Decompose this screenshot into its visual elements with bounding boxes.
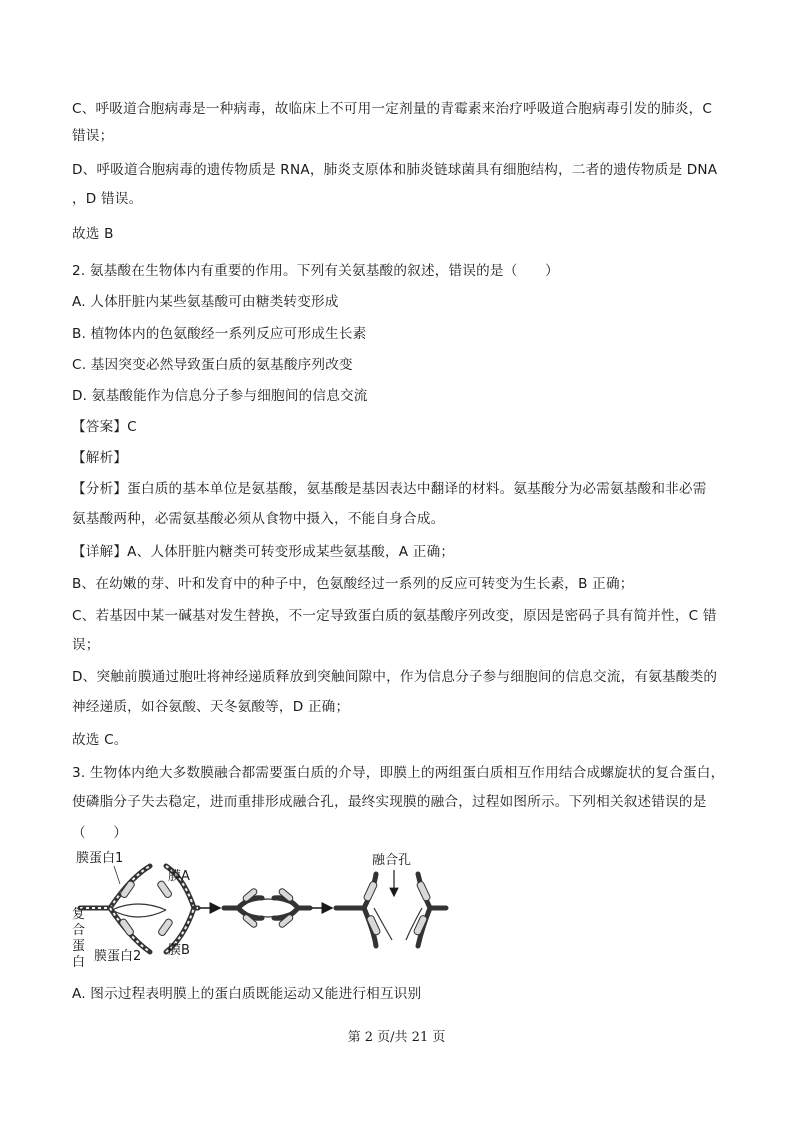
stage-2 <box>224 888 310 929</box>
text-line: 氨基酸两种，必需氨基酸必须从食物中摄入，不能自身合成。 <box>72 511 445 527</box>
stage-3 <box>336 870 446 946</box>
answer-label: 【答案】C <box>72 419 137 435</box>
text-line: 【分析】蛋白质的基本单位是氨基酸，氨基酸是基因表达中翻译的材料。氨基酸分为必需氨基酸和非必需 <box>72 481 707 497</box>
text-line: 故选 C。 <box>72 732 128 748</box>
text-line: 误； <box>72 637 100 653</box>
text-line: ，D 错误。 <box>72 191 143 207</box>
label-complex-char: 蛋 <box>72 939 86 954</box>
question-3-stem: 使磷脂分子失去稳定，进而重排形成融合孔，最终实现膜的融合，过程如图所示。下列相关叙述错误的是 <box>72 794 707 810</box>
text-line: 【详解】A、人体肝脏内糖类可转变形成某些氨基酸，A 正确； <box>72 544 455 560</box>
analysis-heading: 【解析】 <box>72 450 128 466</box>
label-complex-char: 白 <box>72 955 86 970</box>
answer-parentheses: （ ） <box>72 825 128 841</box>
membrane-fusion-diagram <box>74 848 454 976</box>
option-c: C. 基因突变必然导致蛋白质的氨基酸序列改变 <box>72 357 353 373</box>
label-complex-char: 复 <box>72 907 86 922</box>
label-membrane-b: 膜B <box>168 943 190 958</box>
membrane-fusion-figure <box>74 848 454 976</box>
question-3-stem: 3. 生物体内绝大多数膜融合都需要蛋白质的介导，即膜上的两组蛋白质相互作用结合成螺旋状的复合蛋白， <box>72 765 725 781</box>
text-line: 故选 B <box>72 226 114 242</box>
text-line: D、呼吸道合胞病毒的遗传物质是 RNA，肺炎支原体和肺炎链球菌具有细胞结构，二者的遗传物质是 DNA <box>72 162 718 178</box>
question-2-stem: 2. 氨基酸在生物体内有重要的作用。下列有关氨基酸的叙述，错误的是（ ） <box>72 263 559 279</box>
label-membrane-protein-1: 膜蛋白1 <box>76 851 124 866</box>
option-a: A. 图示过程表明膜上的蛋白质既能运动又能进行相互识别 <box>72 986 422 1002</box>
label-membrane-protein-2: 膜蛋白2 <box>94 949 142 964</box>
label-fusion-pore: 融合孔 <box>372 853 412 868</box>
text-line: D、突触前膜通过胞吐将神经递质释放到突触间隙中，作为信息分子参与细胞间的信息交流，有氨基酸类的 <box>72 669 718 685</box>
text-line: 错误； <box>72 128 114 144</box>
text-line: B、在幼嫩的芽、叶和发育中的种子中，色氨酸经过一系列的反应可转变为生长素，B 正确； <box>72 576 634 592</box>
page-footer: 第 2 页/共 21 页 <box>347 1030 446 1045</box>
label-membrane-a: 膜A <box>168 869 190 884</box>
option-b: B. 植物体内的色氨酸经一系列反应可形成生长素 <box>72 326 367 342</box>
label-complex-char: 合 <box>72 923 86 938</box>
text-line: C、呼吸道合胞病毒是一种病毒，故临床上不可用一定剂量的青霉素来治疗呼吸道合胞病毒引发的肺炎，C <box>72 101 713 117</box>
option-d: D. 氨基酸能作为信息分子参与细胞间的信息交流 <box>72 388 368 404</box>
option-a: A. 人体肝脏内某些氨基酸可由糖类转变形成 <box>72 294 339 310</box>
text-line: 神经递质，如谷氨酸、天冬氨酸等，D 正确； <box>72 699 350 715</box>
text-line: C、若基因中某一碱基对发生替换，不一定导致蛋白质的氨基酸序列改变，原因是密码子具有简并性，C 错 <box>72 608 717 624</box>
